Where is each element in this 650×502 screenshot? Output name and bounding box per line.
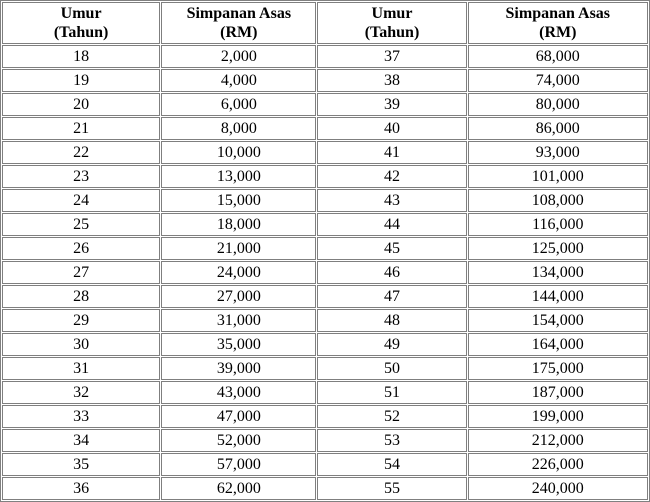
table-row [2,213,648,236]
age-cell: 27 [2,261,160,284]
table-row [2,69,648,92]
age-cell: 43 [317,189,466,212]
savings-cell: 80,000 [468,93,648,116]
table-row [2,165,648,188]
age-cell: 24 [2,189,160,212]
header-savings-left [161,2,316,44]
header-unit: (Tahun) [364,24,420,41]
age-cell: 37 [317,45,466,68]
age-cell: 31 [2,357,160,380]
header-unit: (RM) [539,24,577,41]
age-cell: 35 [2,453,160,476]
age-cell: 36 [2,477,160,500]
table-row [2,453,648,476]
age-cell: 19 [2,69,160,92]
header-label: Simpanan Asas [186,5,292,22]
savings-cell: 187,000 [468,381,648,404]
age-cell: 25 [2,213,160,236]
age-cell: 47 [317,285,466,308]
savings-cell: 74,000 [468,69,648,92]
header-savings-right [468,2,648,44]
savings-cell: 86,000 [468,117,648,140]
table-row [2,141,648,164]
header-label: Umur [371,5,413,22]
savings-cell: 31,000 [161,309,316,332]
savings-cell: 175,000 [468,357,648,380]
savings-cell: 108,000 [468,189,648,212]
savings-cell: 47,000 [161,405,316,428]
savings-cell: 52,000 [161,429,316,452]
table-row [2,429,648,452]
savings-cell: 164,000 [468,333,648,356]
age-cell: 26 [2,237,160,260]
age-cell: 46 [317,261,466,284]
savings-cell: 10,000 [161,141,316,164]
table-row [2,381,648,404]
age-cell: 54 [317,453,466,476]
savings-cell: 226,000 [468,453,648,476]
savings-cell: 93,000 [468,141,648,164]
age-cell: 34 [2,429,160,452]
savings-cell: 134,000 [468,261,648,284]
age-cell: 41 [317,141,466,164]
savings-cell: 6,000 [161,93,316,116]
age-cell: 42 [317,165,466,188]
savings-cell: 101,000 [468,165,648,188]
savings-cell: 125,000 [468,237,648,260]
age-cell: 20 [2,93,160,116]
age-cell: 49 [317,333,466,356]
table-row [2,45,648,68]
age-cell: 39 [317,93,466,116]
savings-cell: 21,000 [161,237,316,260]
table-row [2,93,648,116]
age-cell: 22 [2,141,160,164]
table-row [2,333,648,356]
savings-cell: 15,000 [161,189,316,212]
table-header [2,2,648,44]
table-body [2,45,648,500]
header-unit: (RM) [220,24,258,41]
savings-cell: 35,000 [161,333,316,356]
savings-cell: 240,000 [468,477,648,500]
table-row [2,405,648,428]
savings-cell: 39,000 [161,357,316,380]
table-row [2,189,648,212]
savings-cell: 62,000 [161,477,316,500]
savings-cell: 24,000 [161,261,316,284]
savings-cell: 18,000 [161,213,316,236]
age-cell: 45 [317,237,466,260]
age-cell: 30 [2,333,160,356]
age-cell: 23 [2,165,160,188]
header-row [2,2,648,44]
age-cell: 55 [317,477,466,500]
savings-cell: 2,000 [161,45,316,68]
table-row [2,285,648,308]
savings-cell: 27,000 [161,285,316,308]
age-cell: 28 [2,285,160,308]
table-row [2,261,648,284]
savings-cell: 144,000 [468,285,648,308]
age-cell: 52 [317,405,466,428]
header-age-right [317,2,466,44]
header-label: Umur [60,5,102,22]
age-cell: 18 [2,45,160,68]
savings-cell: 116,000 [468,213,648,236]
savings-cell: 212,000 [468,429,648,452]
savings-cell: 199,000 [468,405,648,428]
age-cell: 33 [2,405,160,428]
header-label: Simpanan Asas [505,5,611,22]
savings-cell: 43,000 [161,381,316,404]
age-cell: 50 [317,357,466,380]
table-row [2,237,648,260]
table-row [2,117,648,140]
age-cell: 51 [317,381,466,404]
age-cell: 44 [317,213,466,236]
table-row [2,357,648,380]
savings-cell: 13,000 [161,165,316,188]
age-cell: 21 [2,117,160,140]
table-row [2,477,648,500]
age-cell: 38 [317,69,466,92]
header-unit: (Tahun) [53,24,109,41]
savings-cell: 8,000 [161,117,316,140]
header-age-left [2,2,160,44]
savings-cell: 57,000 [161,453,316,476]
table-row [2,309,648,332]
age-cell: 29 [2,309,160,332]
age-cell: 53 [317,429,466,452]
savings-cell: 68,000 [468,45,648,68]
savings-cell: 4,000 [161,69,316,92]
savings-cell: 154,000 [468,309,648,332]
age-cell: 40 [317,117,466,140]
age-cell: 48 [317,309,466,332]
age-cell: 32 [2,381,160,404]
